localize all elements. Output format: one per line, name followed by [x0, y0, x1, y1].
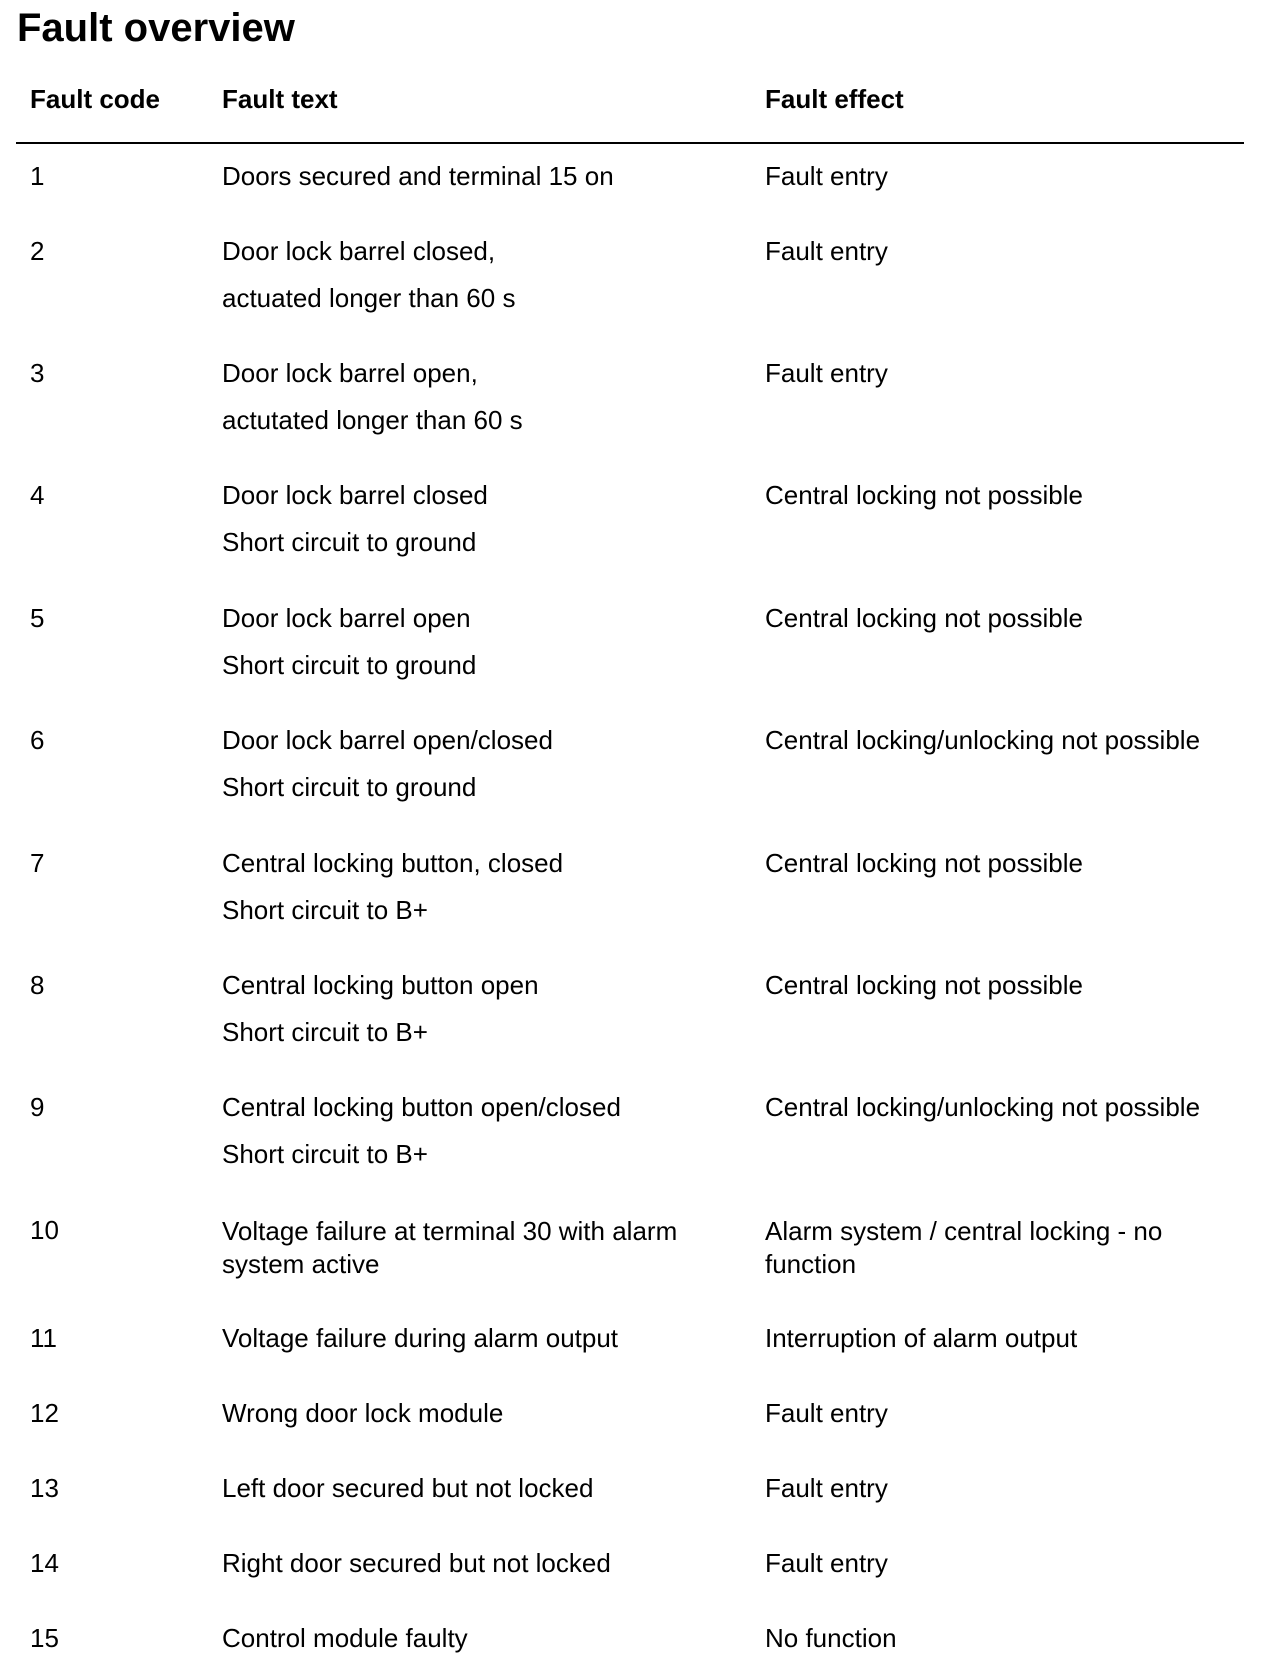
fault-text-line: Door lock barrel open/closed: [222, 725, 553, 755]
fault-effect-cell: Fault entry: [765, 1398, 888, 1428]
fault-text-line: actutated longer than 60 s: [222, 405, 523, 436]
fault-effect-cell: Fault entry: [765, 161, 888, 191]
fault-text-cell: [222, 603, 742, 681]
fault-text-cell: [222, 970, 742, 1048]
fault-text-line: Central locking button open/closed: [222, 1092, 621, 1122]
fault-effect-cell: Fault entry: [765, 1473, 888, 1503]
page-title: Fault overview: [17, 6, 295, 50]
fault-text-cell: [222, 1398, 742, 1429]
fault-effect-cell: Fault entry: [765, 236, 888, 266]
fault-text-line: Wrong door lock module: [222, 1398, 504, 1428]
fault-effect-cell: [765, 1215, 1245, 1281]
fault-text-cell: [222, 848, 742, 926]
fault-text-line: Short circuit to B+: [222, 895, 428, 926]
fault-code-cell: 8: [30, 970, 45, 1000]
fault-code-cell: 1: [30, 161, 45, 191]
fault-effect-cell: Fault entry: [765, 358, 888, 388]
fault-text-cell: [222, 1323, 742, 1354]
fault-text-line: Doors secured and terminal 15 on: [222, 161, 614, 191]
fault-code-cell: 15: [30, 1623, 59, 1653]
fault-code-cell: 2: [30, 236, 45, 266]
fault-text-line: Short circuit to ground: [222, 772, 477, 803]
fault-text-line: Central locking button, closed: [222, 848, 564, 878]
fault-text-cell: [222, 1548, 742, 1579]
fault-effect-cell: Central locking not possible: [765, 480, 1083, 510]
fault-text-line: actuated longer than 60 s: [222, 283, 516, 314]
fault-code-cell: 5: [30, 603, 45, 633]
fault-effect-cell: Interruption of alarm output: [765, 1323, 1078, 1353]
fault-effect-cell: Central locking/unlocking not possible: [765, 725, 1201, 755]
fault-code-cell: 14: [30, 1548, 59, 1578]
fault-text-cell: [222, 1092, 742, 1170]
fault-text-cell: [222, 1623, 742, 1654]
fault-text-line: Short circuit to ground: [222, 650, 477, 681]
fault-code-cell: 11: [30, 1323, 57, 1353]
fault-effect-cell: No function: [765, 1623, 897, 1653]
fault-code-cell: 6: [30, 725, 45, 755]
fault-text-cell: [222, 1215, 742, 1281]
fault-effect-cell: Central locking not possible: [765, 603, 1083, 633]
fault-text-line: Right door secured but not locked: [222, 1548, 611, 1578]
fault-code-cell: 4: [30, 480, 45, 510]
column-header-fault-code: Fault code: [30, 84, 161, 114]
fault-text-line: Door lock barrel closed: [222, 480, 488, 510]
fault-code-cell: 9: [30, 1092, 45, 1122]
fault-text-cell: [222, 725, 742, 803]
fault-text-line: Central locking button open: [222, 970, 539, 1000]
fault-effect-line: Alarm system / central locking - no function: [765, 1216, 1163, 1279]
fault-effect-cell: Fault entry: [765, 1548, 888, 1578]
fault-text-cell: [222, 236, 742, 314]
fault-text-line: Voltage failure during alarm output: [222, 1323, 619, 1353]
fault-effect-cell: Central locking not possible: [765, 970, 1083, 1000]
fault-text-cell: [222, 480, 742, 558]
fault-effect-cell: Central locking/unlocking not possible: [765, 1092, 1201, 1122]
fault-code-cell: 7: [30, 848, 45, 878]
fault-code-cell: 3: [30, 358, 45, 388]
fault-text-line: Door lock barrel open: [222, 603, 471, 633]
column-header-fault-text: Fault text: [222, 84, 338, 114]
fault-text-line: Door lock barrel open,: [222, 358, 478, 388]
fault-text-cell: [222, 1473, 742, 1504]
fault-code-cell: 12: [30, 1398, 59, 1428]
fault-text-cell: [222, 161, 742, 192]
fault-text-line: Short circuit to ground: [222, 527, 477, 558]
fault-text-line: Control module faulty: [222, 1623, 468, 1653]
fault-text-line: Short circuit to B+: [222, 1017, 428, 1048]
fault-text-cell: [222, 358, 742, 436]
fault-text-line: Voltage failure at terminal 30 with alarm system active: [222, 1216, 678, 1279]
fault-text-line: Door lock barrel closed,: [222, 236, 496, 266]
fault-code-cell: 10: [30, 1215, 59, 1245]
fault-text-line: Short circuit to B+: [222, 1139, 428, 1170]
fault-effect-cell: Central locking not possible: [765, 848, 1083, 878]
fault-code-cell: 13: [30, 1473, 59, 1503]
column-header-fault-effect: Fault effect: [765, 84, 904, 114]
fault-text-line: Left door secured but not locked: [222, 1473, 594, 1503]
